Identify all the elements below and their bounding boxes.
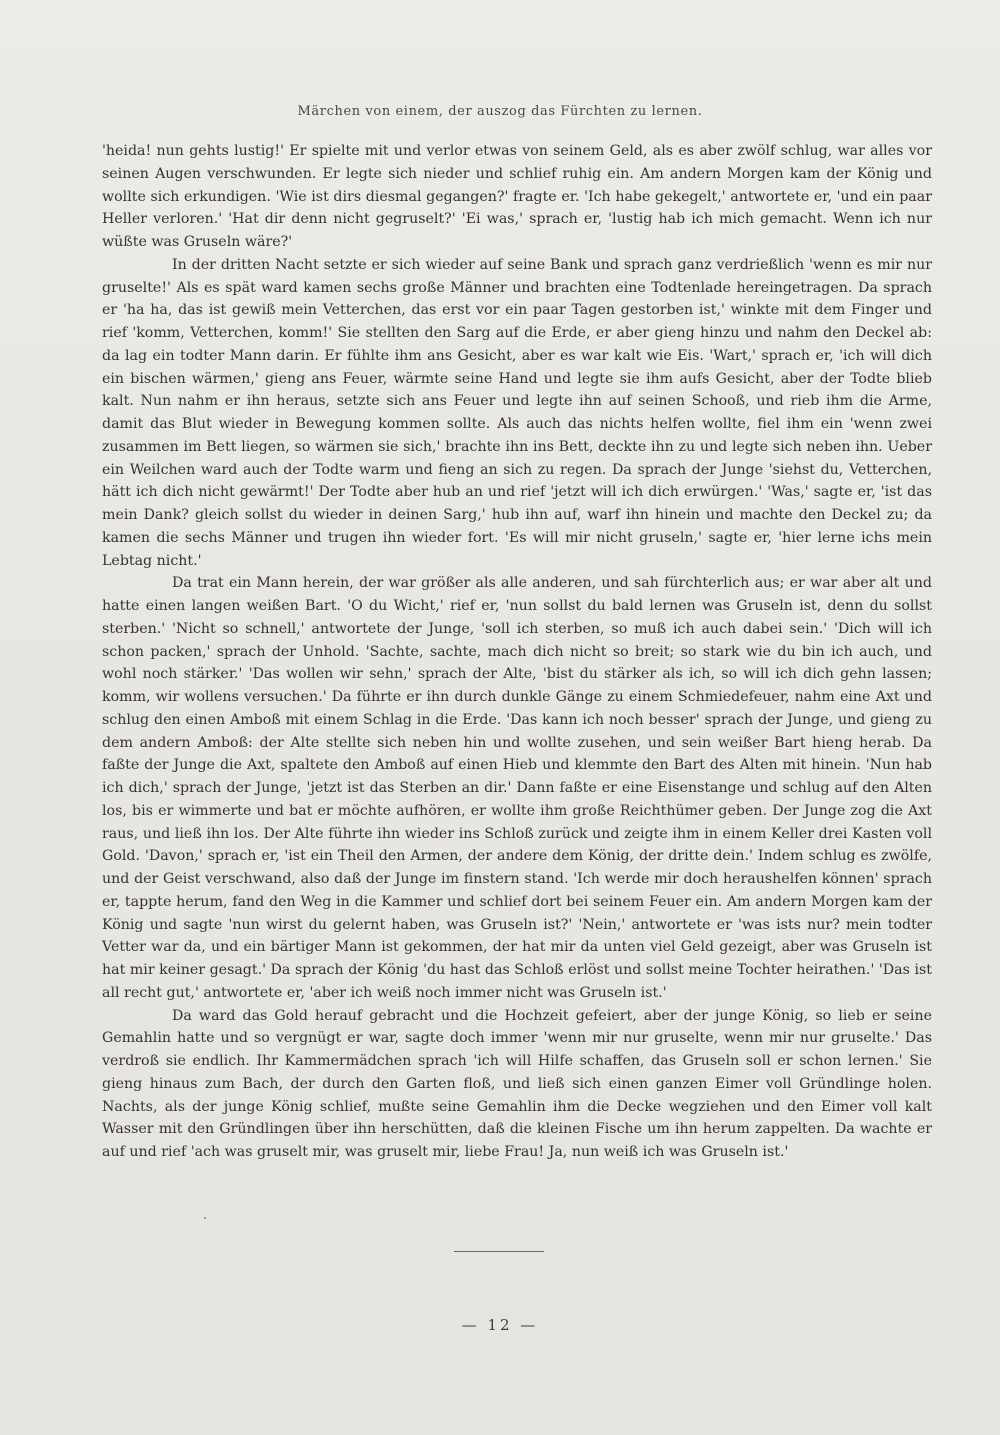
paragraph-2: In der dritten Nacht setzte er sich wieder auf seine Bank und sprach ganz verdrießlich 'wenn es mir nur gruselte!' Als es spät ward kamen sechs große Männer und brachten eine Todtenlade hereingetragen. Da sprach er 'ha ha, das ist gewiß mein Vetterchen, das erst vor ein paar Tagen gestorben ist,' winkte mit dem Finger und rief 'komm, Vetterchen, komm!' Sie stellten den Sarg auf die Erde, er aber gieng hinzu und nahm den Deckel ab: da lag ein todter Mann darin. Er fühlte ihm ans Gesicht, aber es war kalt wie Eis. 'Wart,' sprach er, 'ich will dich ein bischen wärmen,' gieng ans Feuer, wärmte seine Hand und legte sie ihm aufs Gesicht, aber der Todte blieb kalt. Nun nahm er ihn heraus, setzte sich ans Feuer und legte ihn auf seinen Schooß, und rieb ihm die Arme, damit das Blut wieder in Bewegung kommen sollte. Als auch das nichts helfen wollte, fiel ihm ein 'wenn zwei zusammen im Bett liegen, so wärmen sie sich,' brachte ihn ins Bett, deckte ihn zu und legte sich neben ihn. Ueber ein Weilchen ward auch der Todte warm und fieng an sich zu regen. Da sprach der Junge 'siehst du, Vetterchen, hätt ich dich nicht gewärmt!' Der Todte aber hub an und rief 'jetzt will ich dich erwürgen.' 'Was,' sagte er, 'ist das mein Dank? gleich sollst du wieder in deinen Sarg,' hub ihn auf, warf ihn hinein und machte den Deckel zu; da kamen die sechs Männer und trugen ihn wieder fort. 'Es will mir nicht gruseln,' sagte er, 'hier lerne ichs mein Lebtag nicht.' [102,256,932,569]
running-head: Märchen von einem, der auszog das Fürchten zu lernen. [297,104,703,119]
paragraph-1: 'heida! nun gehts lustig!' Er spielte mit und verlor etwas von seinem Geld, als es aber zwölf schlug, war alles vor seinen Augen verschwunden. Er legte sich nieder und schlief ruhig ein. Am andern Morgen kam der König und wollte sich erkundigen. 'Wie ist dirs diesmal gegangen?' fragte er. 'Ich habe gekegelt,' antwortete er, 'und ein paar Heller verloren.' 'Hat dir denn nicht gegruselt?' 'Ei was,' sprach er, 'lustig hab ich mich gemacht. Wenn ich nur wüßte was Gruseln wäre?' [102,143,932,250]
paragraph-3: Da trat ein Mann herein, der war größer als alle anderen, und sah fürchterlich aus; er war aber alt und hatte einen langen weißen Bart. 'O du Wicht,' rief er, 'nun sollst du bald lernen was Gruseln ist, denn du sollst sterben.' 'Nicht so schnell,' antwortete der Junge, 'soll ich sterben, so muß ich auch dabei sein.' 'Dich will ich schon packen,' sprach der Unhold. 'Sachte, sachte, mach dich nicht so breit; so stark wie du bin ich auch, und wohl noch stärker.' 'Das wollen wir sehn,' sprach der Alte, 'bist du stärker als ich, so will ich dich gehn lassen; komm, wir wollens versuchen.' Da führte er ihn durch dunkle Gänge zu einem Schmiedefeuer, nahm eine Axt und schlug den einen Amboß mit einem Schlag in die Erde. 'Das kann ich noch besser' sprach der Junge, und gieng zu dem andern Amboß: der Alte stellte sich neben hin und wollte zusehen, und sein weißer Bart hieng herab. Da faßte der Junge die Axt, spaltete den Amboß auf einen Hieb und klemmte den Bart des Alten mit hinein. 'Nun hab ich dich,' sprach der Junge, 'jetzt ist das Sterben an dir.' Dann faßte er eine Eisenstange und schlug auf den Alten los, bis er wimmerte und bat er möchte aufhören, er wollte ihm große Reichthümer geben. Der Junge zog die Axt raus, und ließ ihn los. Der Alte führte ihn wieder ins Schloß zurück und zeigte ihm in einem Keller drei Kasten voll Gold. 'Davon,' sprach er, 'ist ein Theil den Armen, der andere dem König, der dritte dein.' Indem schlug es zwölfe, und der Geist verschwand, also daß der Junge im finstern stand. 'Ich werde mir doch heraushelfen können' sprach er, tappte herum, fand den Weg in die Kammer und schlief dort bei seinem Feuer ein. Am andern Morgen kam der König und sagte 'nun wirst du gelernt haben, was Gruseln ist?' 'Nein,' antwortete er 'was ists nur? mein todter Vetter war da, und ein bärtiger Mann ist gekommen, der hat mir da unten viel Geld gezeigt, aber was Gruseln ist hat mir keiner gesagt.' Da sprach der König 'du hast das Schloß erlöst und sollst meine Tochter heirathen.' 'Das ist all recht gut,' antwortete er, 'aber ich weiß noch immer nicht was Gruseln ist.' [102,575,932,1001]
end-rule [454,1251,544,1252]
page-number: — 12 — [461,1316,539,1334]
story-text [102,140,932,1164]
paper-speck [204,1217,206,1219]
paragraph-4: Da ward das Gold herauf gebracht und die Hochzeit gefeiert, aber der junge König, so lieb er seine Gemahlin hatte und so vergnügt er war, sagte doch immer 'wenn mir nur gruselte, wenn mir nur gruselte.' Das verdroß sie endlich. Ihr Kammermädchen sprach 'ich will Hilfe schaffen, das Gruseln soll er schon lernen.' Sie gieng hinaus zum Bach, der durch den Garten floß, und ließ sich einen ganzen Eimer voll Gründlinge holen. Nachts, als der junge König schlief, mußte seine Gemahlin ihm die Decke wegziehen und den Eimer voll kalt Wasser mit den Gründlingen über ihn herschütten, daß die kleinen Fische um ihn herum zappelten. Da wachte er auf und rief 'ach was gruselt mir, was gruselt mir, liebe Frau! Ja, nun weiß ich was Gruseln ist.' [102,1007,932,1160]
